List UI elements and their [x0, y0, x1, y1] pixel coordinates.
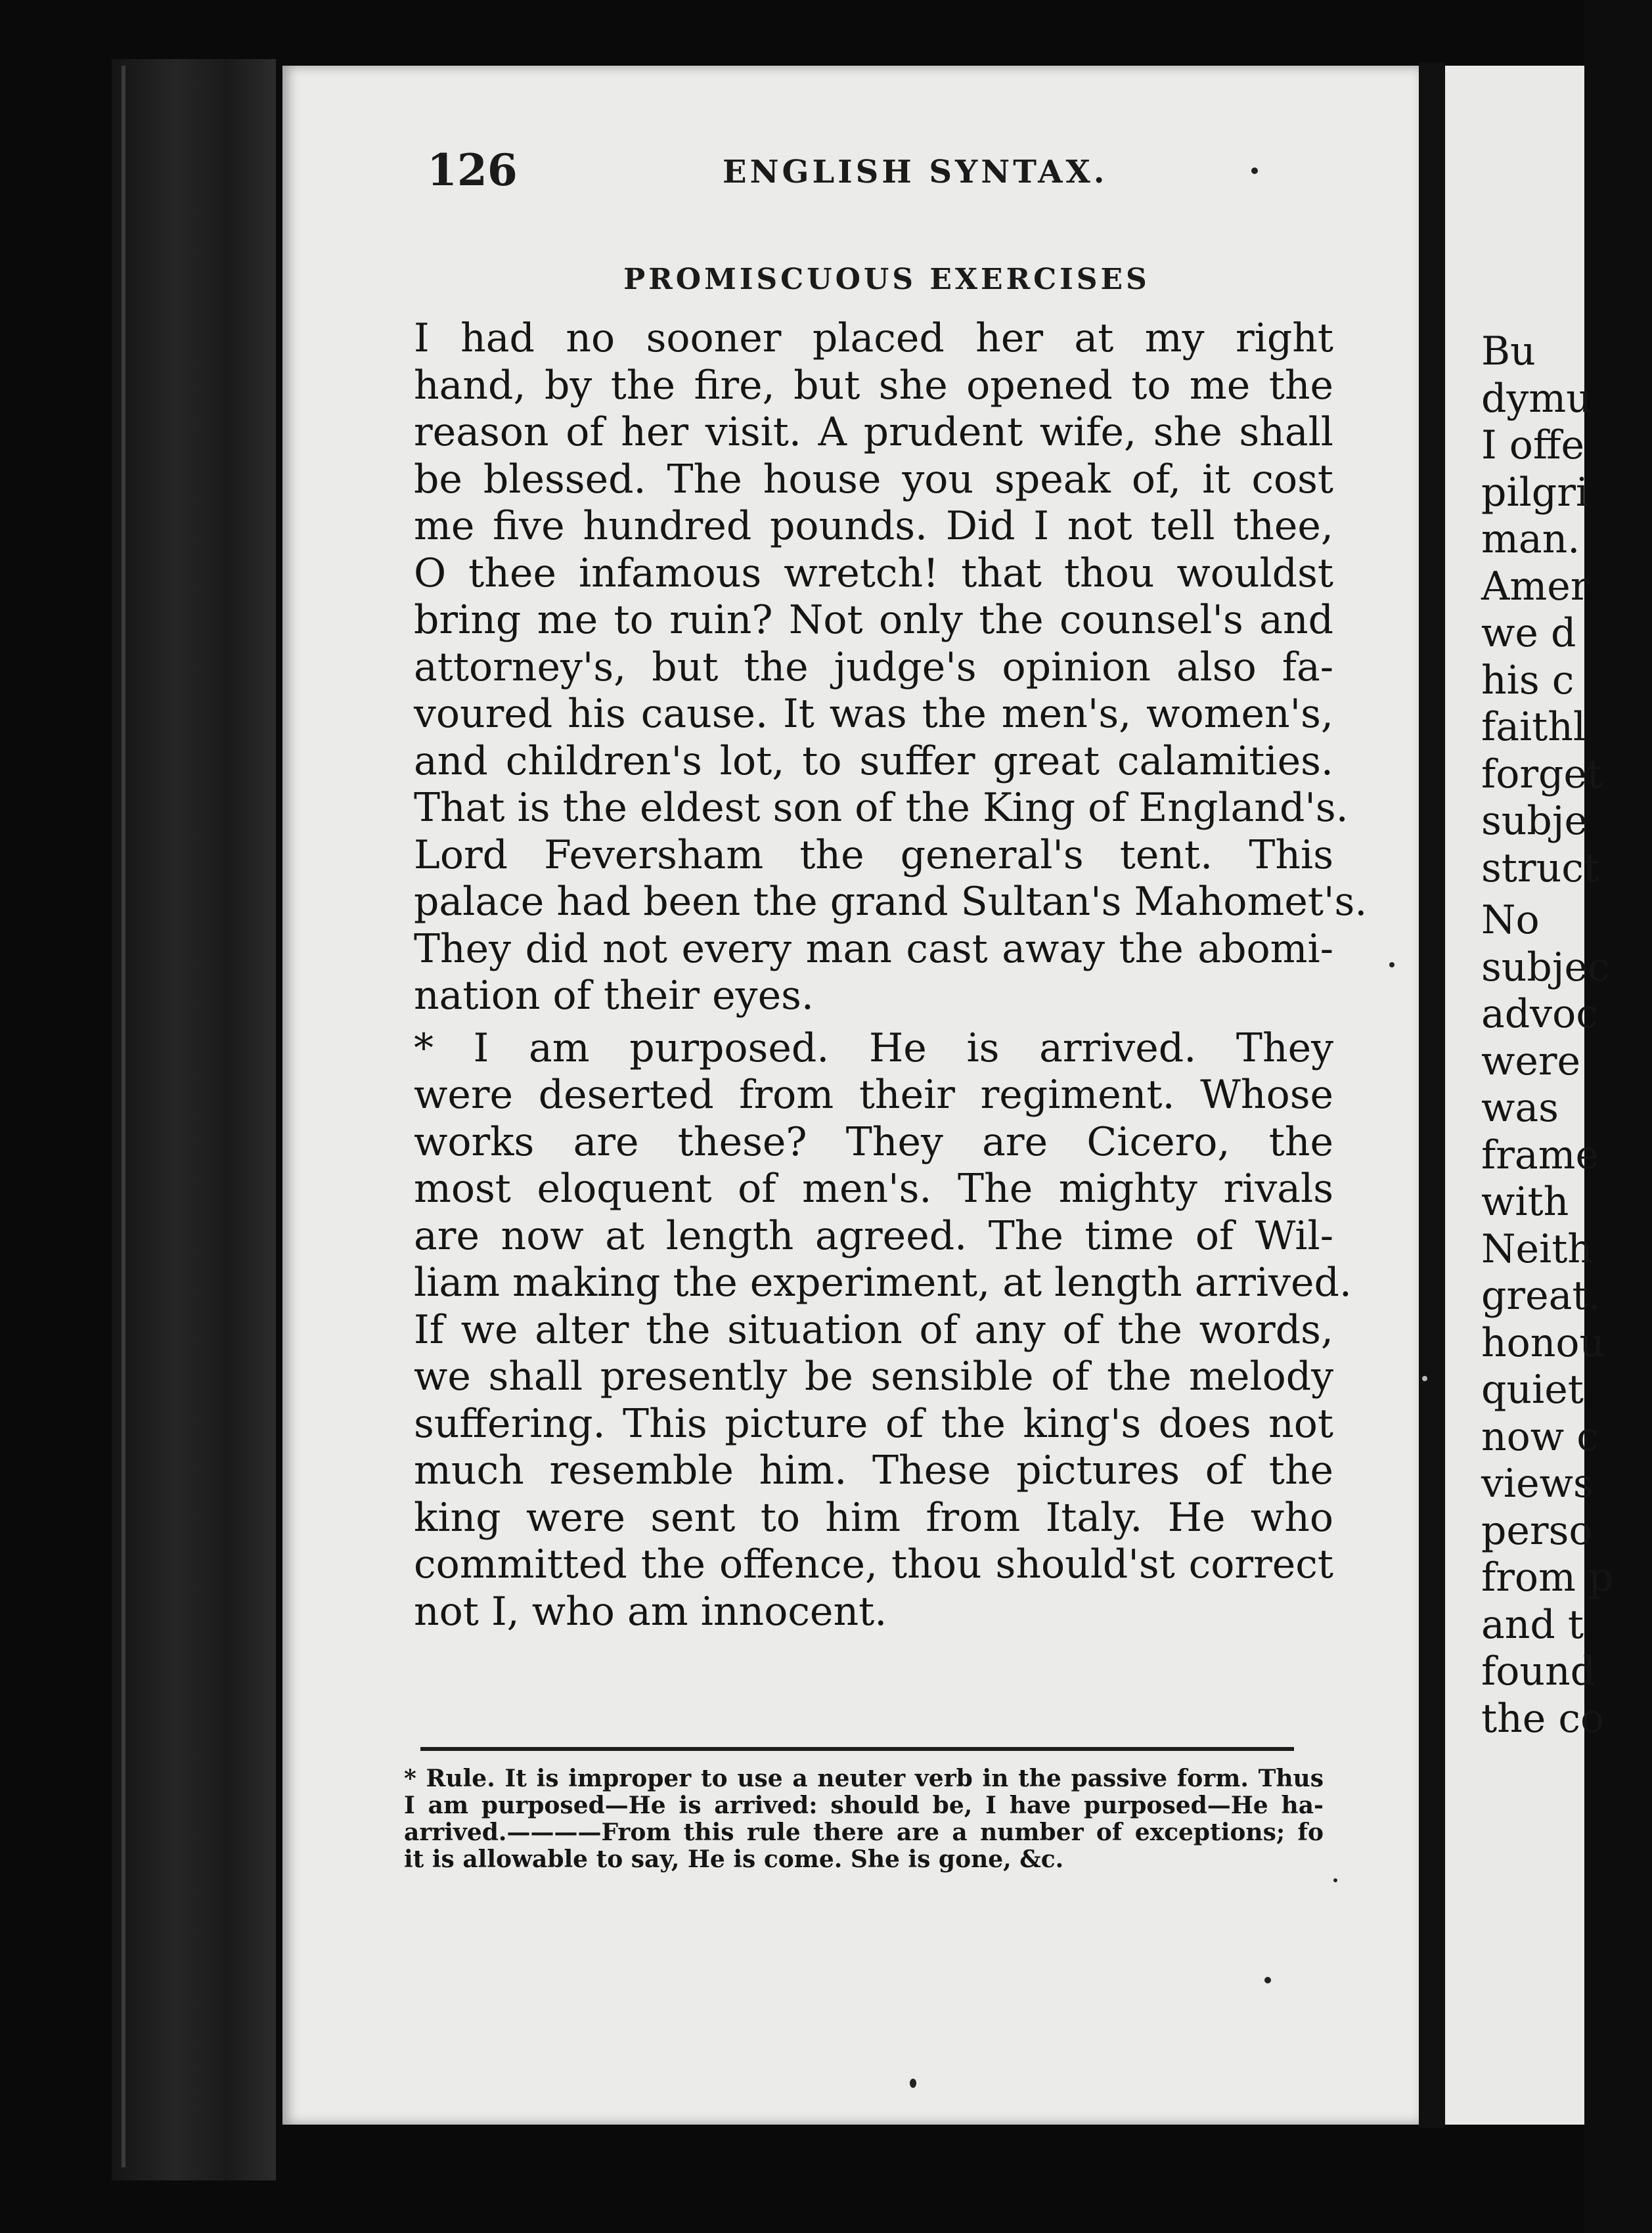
- right-page-line: dymu: [1481, 375, 1592, 422]
- right-page-paragraph-1: [1481, 328, 1652, 892]
- right-page-line: we d: [1481, 610, 1576, 656]
- right-page-paragraph-2: [1481, 897, 1652, 1742]
- right-page-line: and t: [1481, 1601, 1584, 1648]
- right-page-line: frame: [1481, 1132, 1599, 1178]
- right-page-line: now c: [1481, 1413, 1599, 1460]
- right-page-line: his c: [1481, 657, 1574, 703]
- footnote-line: it is allowable to say, He is come. She is gone, &c.: [404, 1846, 1064, 1873]
- right-page-line: forget: [1481, 751, 1603, 797]
- right-page-line: I offe: [1481, 422, 1585, 468]
- right-page-line: honou: [1481, 1319, 1605, 1366]
- text-line: be blessed. The house you speak of, it cost: [414, 456, 1333, 502]
- text-line: and children's lot, to suffer great calamities.: [414, 738, 1333, 784]
- right-page-line: with: [1481, 1179, 1569, 1225]
- scan-speck: [1264, 1977, 1271, 1983]
- text-line: are now at length agreed. The time of Wil-: [414, 1212, 1333, 1259]
- right-page-line: Amer: [1481, 563, 1590, 609]
- text-line: voured his cause. It was the men's, women's,: [414, 691, 1333, 737]
- page-gutter: [1419, 62, 1445, 2128]
- right-page-line: was: [1481, 1085, 1559, 1131]
- paragraph-1: [414, 315, 1368, 1020]
- spine-edge: [122, 66, 125, 2167]
- page-number: 126: [427, 144, 518, 196]
- right-page-line: pilgri: [1481, 469, 1589, 516]
- text-line: palace had been the grand Sultan's Mahomet's.: [414, 879, 1368, 925]
- text-line: suffering. This picture of the king's does not: [414, 1400, 1333, 1447]
- text-line: * I am purposed. He is arrived. They: [414, 1025, 1333, 1071]
- scan-speck: [1422, 1376, 1427, 1381]
- text-line: hand, by the fire, but she opened to me the: [414, 362, 1333, 409]
- right-page-line: found: [1481, 1648, 1596, 1694]
- right-page-line: quiet: [1481, 1367, 1584, 1413]
- right-page-line: subjec: [1481, 944, 1610, 990]
- text-line: not I, who am innocent.: [414, 1588, 887, 1635]
- text-line: That is the eldest son of the King of England's.: [414, 785, 1349, 831]
- footnote-line: I am purposed—He is arrived: should be, I have purposed—He ha-: [404, 1792, 1324, 1819]
- text-line: committed the offence, thou should'st correct: [414, 1541, 1333, 1587]
- right-page-line: Bu: [1481, 328, 1536, 374]
- right-page-line: advoc: [1481, 991, 1598, 1037]
- right-page-line: Neith: [1481, 1226, 1593, 1272]
- book-spine: [112, 59, 276, 2180]
- section-title: PROMISCUOUS EXERCISES: [623, 263, 1150, 296]
- right-page-line: subje: [1481, 798, 1588, 844]
- footnote-line: * Rule. It is improper to use a neuter verb in the passive form. Thus: [404, 1765, 1324, 1792]
- text-line: O thee infamous wretch! that thou wouldst: [414, 550, 1333, 596]
- right-page-line: the co: [1481, 1695, 1605, 1742]
- text-line: nation of their eyes.: [414, 973, 814, 1019]
- right-page-text: [1481, 328, 1652, 1742]
- scan-speck: [910, 2079, 916, 2088]
- paragraph-2: [414, 1025, 1352, 1636]
- running-head: ENGLISH SYNTAX.: [723, 154, 1108, 190]
- text-line: much resemble him. These pictures of the: [414, 1448, 1333, 1493]
- text-line: Lord Feversham the general's tent. This: [414, 831, 1333, 878]
- text-line: bring me to ruin? Not only the counsel's and: [414, 597, 1333, 643]
- page-header: [427, 144, 1347, 223]
- text-line: king were sent to him from Italy. He who: [414, 1494, 1333, 1541]
- text-line: liam making the experiment, at length arrived.: [414, 1260, 1352, 1306]
- body-text: [414, 315, 1368, 1635]
- text-line: attorney's, but the judge's opinion also fa-: [414, 644, 1333, 690]
- footnote-line: arrived.————From this rule there are a number of exceptions; fo: [404, 1819, 1324, 1846]
- footnote: [404, 1765, 1324, 1873]
- scan-speck: [1251, 167, 1258, 174]
- text-line: I had no sooner placed her at my right: [414, 315, 1333, 361]
- right-page-line: views: [1481, 1461, 1594, 1507]
- scan-speck: [1389, 962, 1395, 967]
- right-page-line: were: [1481, 1038, 1581, 1084]
- text-line: we shall presently be sensible of the melody: [414, 1354, 1333, 1400]
- right-page-line: from p: [1481, 1555, 1614, 1601]
- right-page-line: perso: [1481, 1507, 1593, 1554]
- right-page-line: struct: [1481, 845, 1599, 891]
- right-page-line: faithl: [1481, 704, 1586, 750]
- text-line: If we alter the situation of any of the words,: [414, 1306, 1333, 1353]
- right-page-line: No: [1481, 897, 1540, 943]
- text-line: They did not every man cast away the abomi-: [414, 925, 1333, 972]
- footnote-rule: [420, 1747, 1294, 1751]
- right-page-line: great.: [1481, 1273, 1601, 1319]
- scan-speck: [1333, 1878, 1337, 1882]
- text-line: reason of her visit. A prudent wife, she shall: [414, 409, 1333, 455]
- text-line: me five hundred pounds. Did I not tell thee,: [414, 503, 1333, 549]
- text-line: were deserted from their regiment. Whose: [414, 1072, 1333, 1118]
- text-line: most eloquent of men's. The mighty rivals: [414, 1166, 1333, 1212]
- right-page-line: man.: [1481, 516, 1580, 562]
- text-line: works are these? They are Cicero, the: [414, 1118, 1333, 1165]
